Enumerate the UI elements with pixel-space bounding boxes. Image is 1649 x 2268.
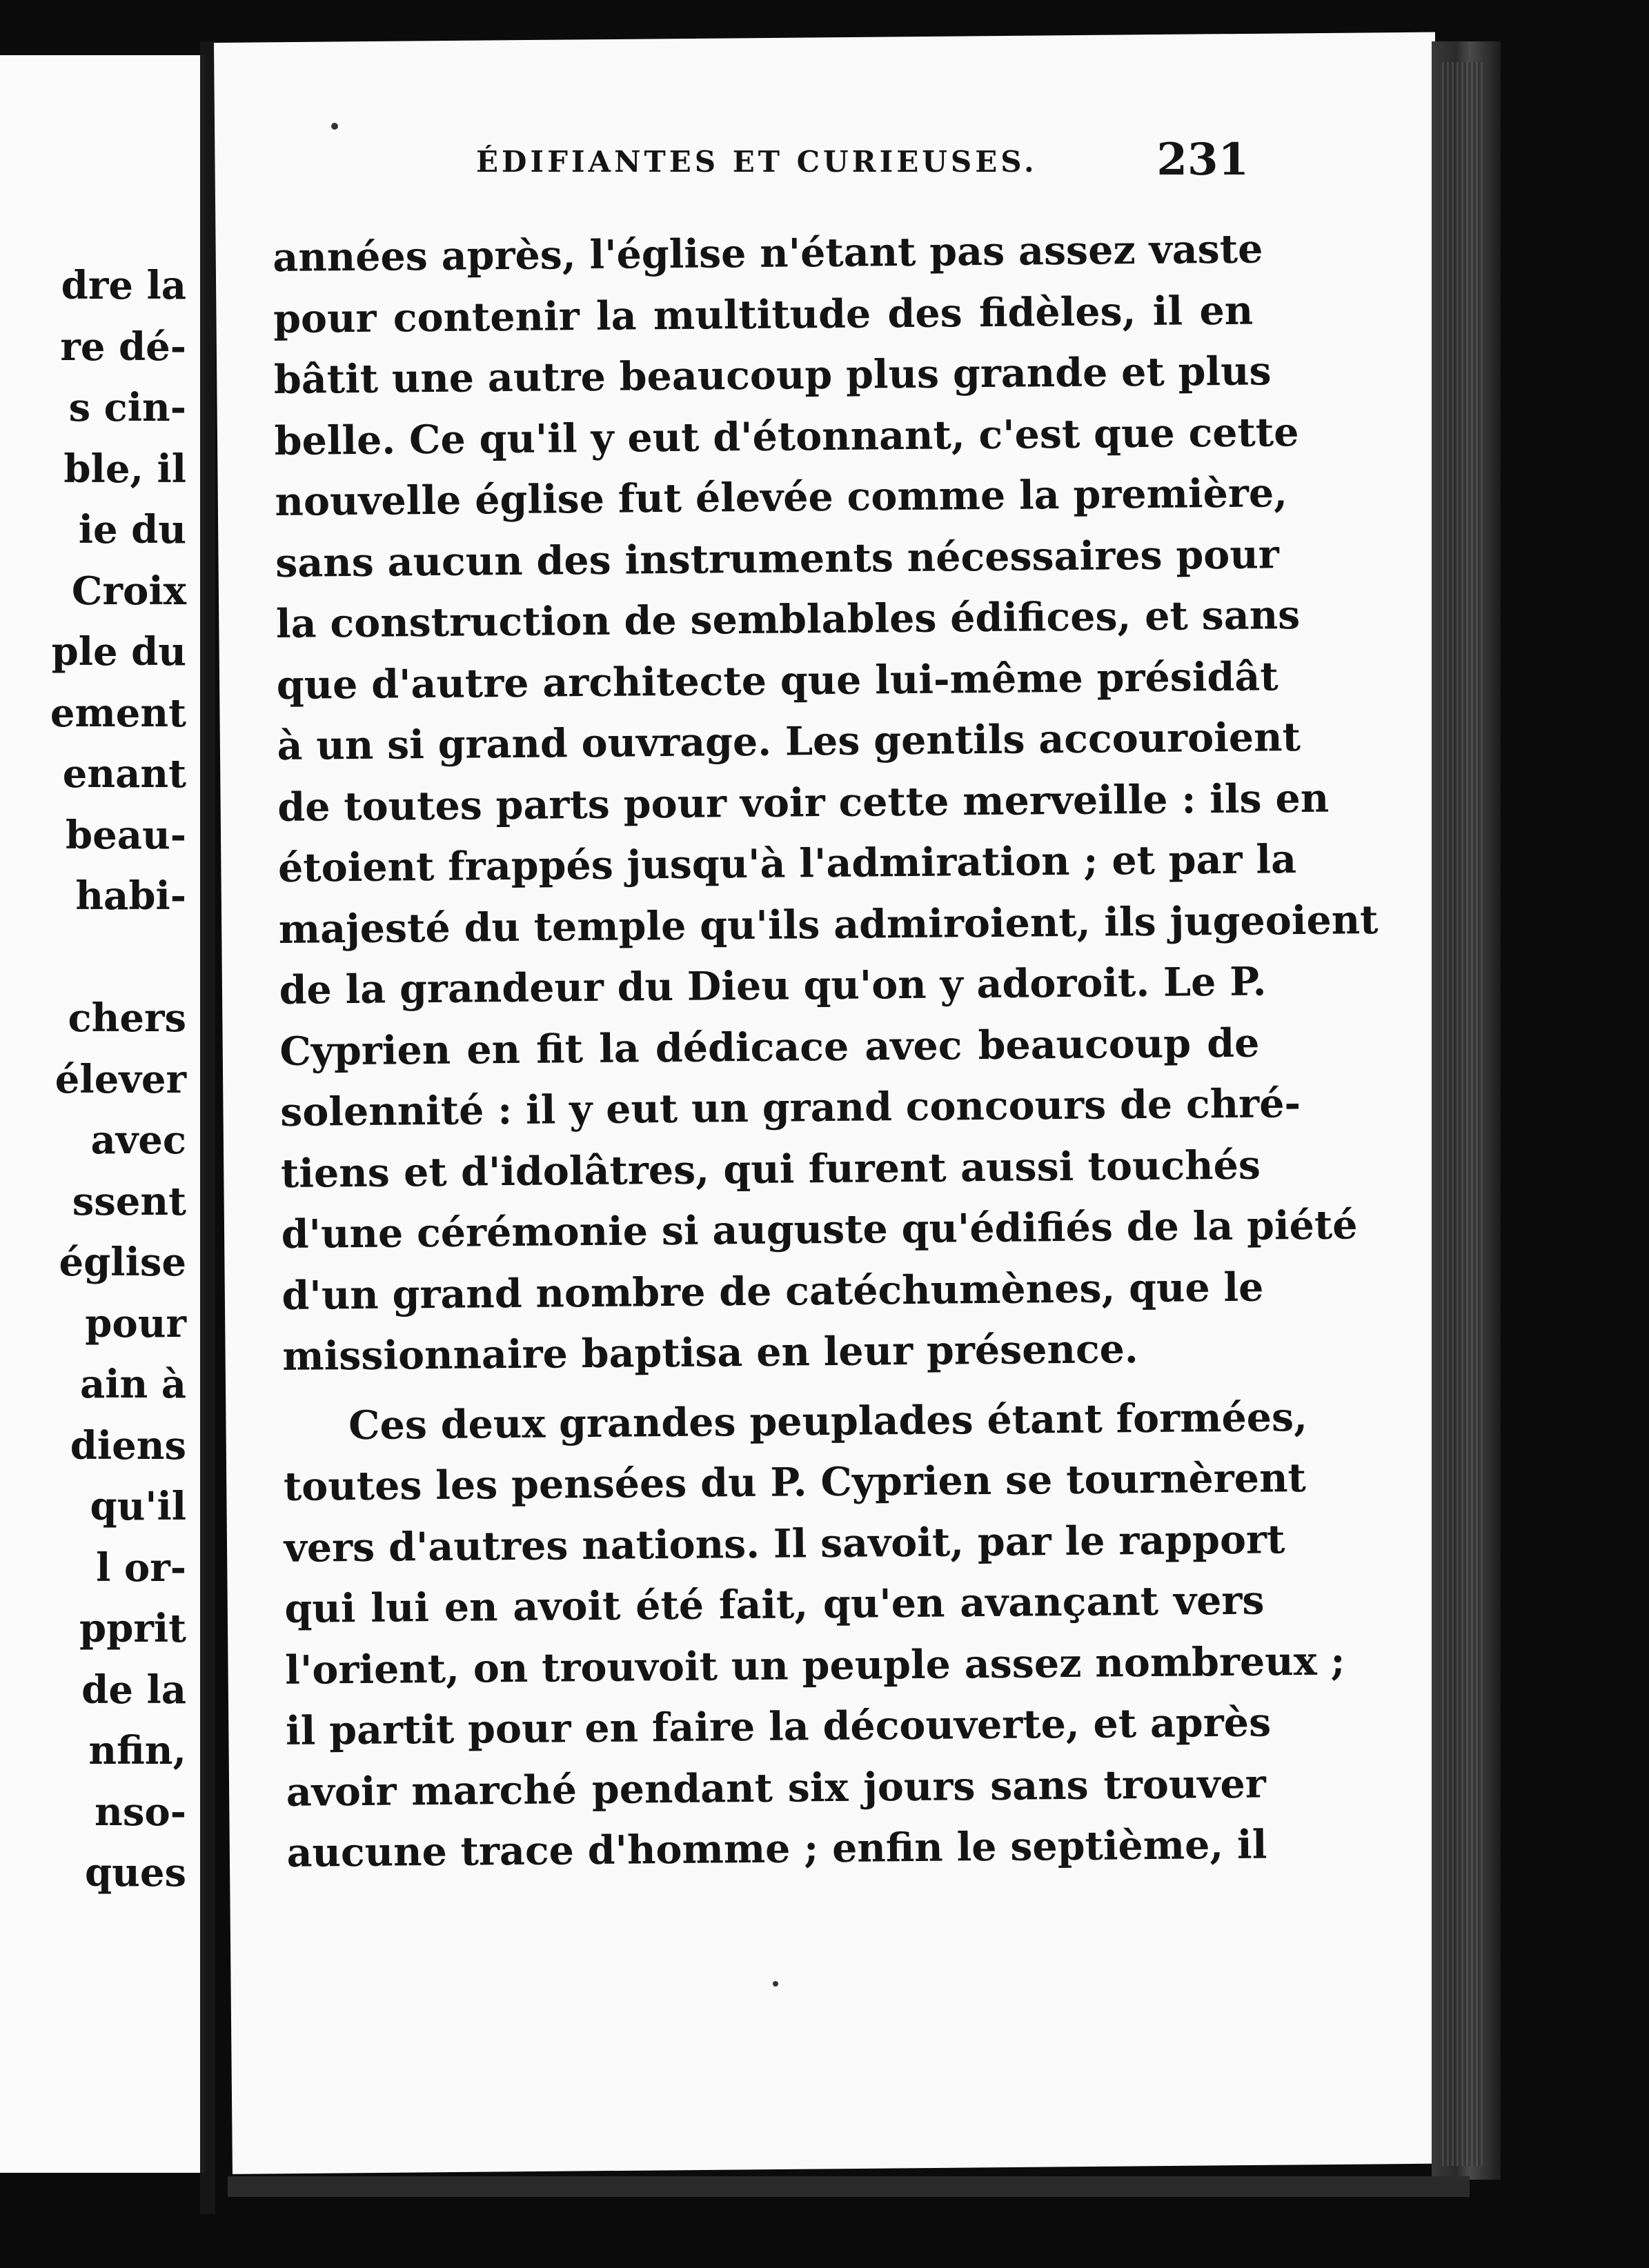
- paragraph-1-line: années après, l'église n'étant pas assez vaste: [273, 226, 1263, 281]
- paragraph-2-line: avoir marché pendant six jours sans trouver: [286, 1760, 1267, 1816]
- left-page-line: nso-: [95, 1789, 186, 1835]
- left-page-line: ble, il: [63, 446, 186, 492]
- paragraph-1-line: pour contenir la multitude des fidèles, il en: [273, 287, 1254, 342]
- left-facing-page: [0, 55, 206, 2173]
- left-page-line: habi-: [75, 873, 186, 919]
- paragraph-1-line: la construction de semblables édifices, et sans: [275, 592, 1301, 647]
- left-page-line: ques: [84, 1850, 186, 1896]
- left-page-line: qu'il: [90, 1484, 186, 1529]
- left-page-line: re dé-: [60, 324, 186, 370]
- left-page-line: [50, 927, 186, 988]
- ink-speck: [331, 123, 338, 130]
- paragraph-2-line: vers d'autres nations. Il savoit, par le rapport: [284, 1515, 1285, 1571]
- paragraph-1-line: missionnaire baptisa en leur présence.: [282, 1326, 1139, 1380]
- paragraph-1-line: Cyprien en fit la dédicace avec beaucoup de: [279, 1019, 1260, 1075]
- left-page-text: [50, 255, 186, 1904]
- left-page-line: nfin,: [88, 1728, 186, 1773]
- left-page-line: élever: [55, 1056, 186, 1102]
- left-page-line: Croix: [71, 568, 186, 614]
- paragraph-1-line: que d'autre architecte que lui-même présidât: [276, 653, 1278, 708]
- left-page-line: chers: [68, 995, 186, 1041]
- left-page-line: pour: [85, 1300, 186, 1346]
- left-page-line: enant: [62, 751, 186, 797]
- left-page-line: beau-: [65, 812, 186, 858]
- paragraph-1-line: de toutes parts pour voir cette merveille : ils en: [277, 775, 1330, 830]
- left-page-line: dre la: [61, 263, 186, 308]
- paragraph-1-line: bâtit une autre beaucoup plus grande et plus: [273, 348, 1272, 403]
- left-page-line: avec: [90, 1117, 186, 1163]
- left-page-line: s cin-: [68, 385, 186, 430]
- paragraph-1-line: à un si grand ouvrage. Les gentils accouroient: [277, 714, 1301, 769]
- body-text: [273, 219, 1379, 1884]
- paragraph-2-line: toutes les pensées du P. Cyprien se tournèrent: [283, 1454, 1307, 1510]
- left-page-line: ie du: [78, 507, 186, 553]
- left-page-line: église: [59, 1240, 186, 1285]
- page-fore-edge-texture: [1442, 62, 1483, 2166]
- page-bottom-shadow: [228, 2176, 1470, 2197]
- paragraph-1-line: d'une cérémonie si auguste qu'édifiés de la piété: [281, 1202, 1358, 1257]
- left-page-line: ain à: [79, 1362, 186, 1407]
- paragraph-1-line: de la grandeur du Dieu qu'on y adoroit. Le P.: [279, 958, 1267, 1013]
- ink-speck: [773, 1981, 778, 1987]
- paragraph-1-line: belle. Ce qu'il y eut d'étonnant, c'est que cette: [274, 408, 1299, 464]
- paragraph-2-line: l'orient, on trouvoit un peuple assez nombreux ;: [284, 1638, 1345, 1693]
- paragraph-1-line: nouvelle église fut élevée comme la première,: [275, 470, 1288, 525]
- left-page-line: de la: [81, 1667, 186, 1713]
- left-page-line: diens: [70, 1422, 186, 1469]
- paragraph-1-line: d'un grand nombre de catéchumènes, que le: [282, 1264, 1264, 1319]
- paragraph-1-line: étoient frappés jusqu'à l'admiration ; et par la: [277, 836, 1297, 891]
- paragraph-1-line: majesté du temple qu'ils admiroient, ils jugeoient: [278, 896, 1379, 953]
- paragraph-1-line: sans aucun des instruments nécessaires pour: [275, 530, 1280, 586]
- left-page-line: l or-: [96, 1544, 186, 1591]
- paragraph-2-line: aucune trace d'homme ; enfin le septième, il: [286, 1821, 1267, 1876]
- running-title: ÉDIFIANTES ET CURIEUSES.: [476, 145, 1038, 179]
- page-number: 231: [1156, 134, 1249, 186]
- paragraph-1-line: tiens et d'idolâtres, qui furent aussi touchés: [280, 1142, 1261, 1197]
- paragraph-2-line: il partit pour en faire la découverte, et après: [285, 1699, 1272, 1754]
- left-page-line: pprit: [79, 1606, 186, 1651]
- paragraph-2-line: qui lui en avoit été fait, qu'en avançant vers: [284, 1577, 1265, 1632]
- left-page-line: ement: [50, 690, 186, 736]
- paragraph-2-line: Ces deux grandes peuplades étant formées,: [348, 1393, 1308, 1449]
- paragraph-1-line: solennité : il y eut un grand concours de chré-: [279, 1080, 1301, 1135]
- left-page-line: ssent: [72, 1178, 186, 1224]
- running-head: [262, 131, 1249, 193]
- left-page-line: ple du: [51, 629, 186, 675]
